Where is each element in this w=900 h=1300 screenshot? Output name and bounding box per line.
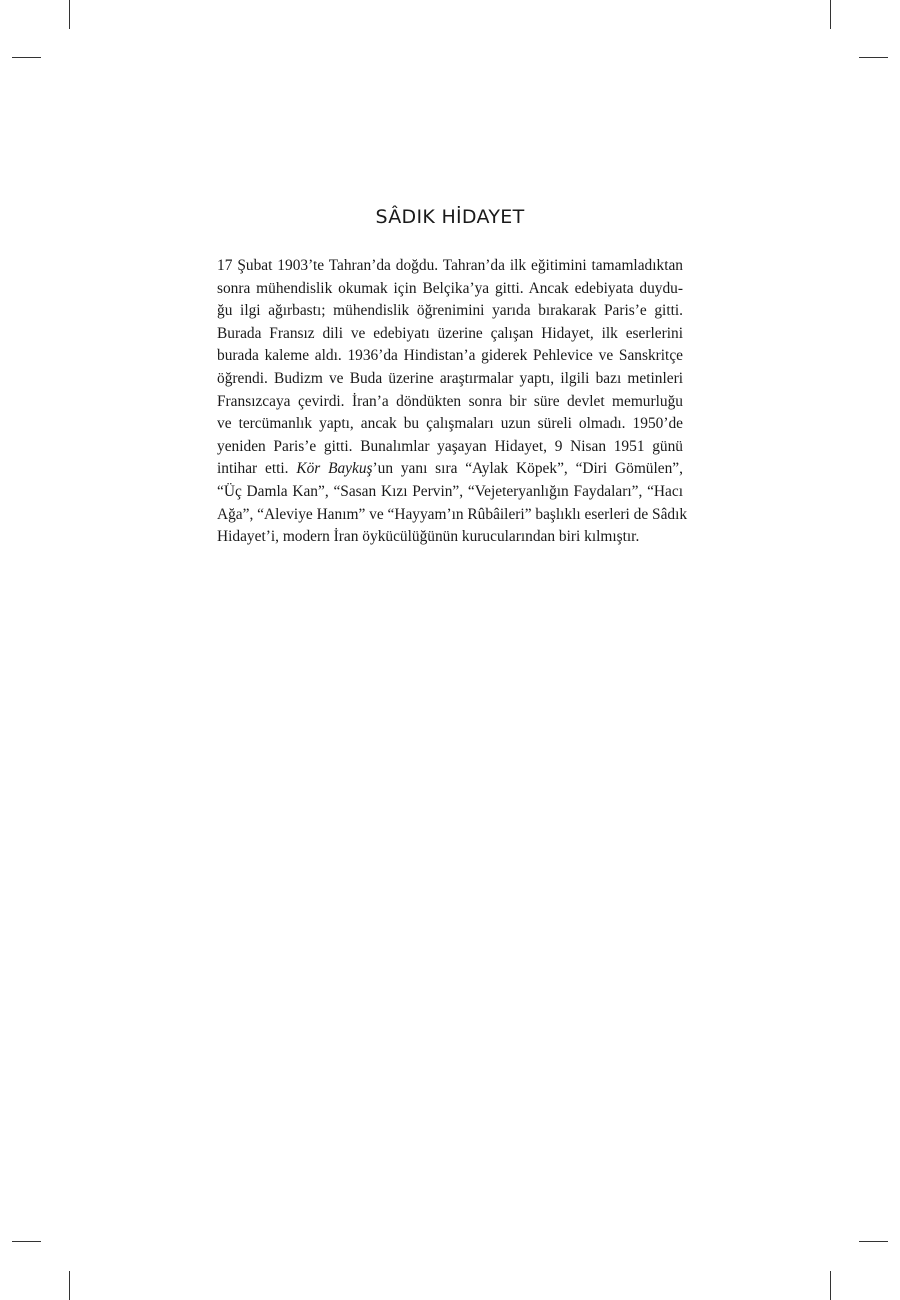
crop-mark-bottom-left-horizontal bbox=[12, 1241, 41, 1242]
bio-line bbox=[217, 458, 683, 481]
bio-line: 17 Şubat 1903’te Tahran’da doğdu. Tahran’da ilk eğitimini tamamladıktan bbox=[217, 257, 683, 274]
bio-line: Fransızcaya çevirdi. İran’a döndükten sonra bir süre devlet memurluğu bbox=[217, 392, 683, 410]
bio-line: ğu ilgi ağırbastı; mühendislik öğrenimini yarıda bırakarak Paris’e gitti. bbox=[217, 302, 683, 320]
crop-mark-top-left-vertical bbox=[69, 0, 70, 29]
crop-mark-bottom-right-horizontal bbox=[859, 1241, 888, 1242]
crop-mark-top-right-horizontal bbox=[859, 57, 888, 58]
biography-paragraph bbox=[217, 255, 688, 549]
bio-line: Hidayet’i, modern İran öykücülüğünün kurucularından biri kılmıştır. bbox=[217, 528, 640, 546]
bio-line: burada kaleme aldı. 1936’da Hindistan’a giderek Pehlevice ve Sanskritçe bbox=[217, 347, 683, 365]
page-title: SÂDIK HİDAYET bbox=[375, 206, 525, 228]
bio-line-suffix: ’un yanı sıra “Aylak Köpek”, “Diri Gömülen”, bbox=[372, 460, 683, 478]
page-content bbox=[217, 206, 688, 549]
bio-line: yeniden Paris’e gitti. Bunalımlar yaşayan Hidayet, 9 Nisan 1951 günü bbox=[217, 437, 683, 455]
crop-mark-top-left-horizontal bbox=[12, 57, 41, 58]
book-title-italic: Kör Baykuş bbox=[296, 460, 373, 478]
bio-line-prefix: intihar etti. bbox=[217, 460, 297, 478]
crop-mark-top-right-vertical bbox=[830, 0, 831, 29]
crop-mark-bottom-right-vertical bbox=[830, 1271, 831, 1300]
bio-line: sonra mühendislik okumak için Belçika’ya gitti. Ancak edebiyata duydu- bbox=[217, 279, 683, 297]
bio-line: Burada Fransız dili ve edebiyatı üzerine çalışan Hidayet, ilk eserlerini bbox=[217, 324, 683, 342]
bio-line: ve tercümanlık yaptı, ancak bu çalışmaları uzun süreli olmadı. 1950’de bbox=[217, 415, 683, 433]
bio-line: “Üç Damla Kan”, “Sasan Kızı Pervin”, “Vejeteryanlığın Faydaları”, “Hacı bbox=[217, 482, 683, 500]
bio-line: öğrendi. Budizm ve Buda üzerine araştırmalar yaptı, ilgili bazı metinleri bbox=[217, 369, 683, 387]
crop-mark-bottom-left-vertical bbox=[69, 1271, 70, 1300]
bio-line: Ağa”, “Aleviye Hanım” ve “Hayyam’ın Rûbâileri” başlıklı eserleri de Sâdık bbox=[217, 505, 688, 523]
